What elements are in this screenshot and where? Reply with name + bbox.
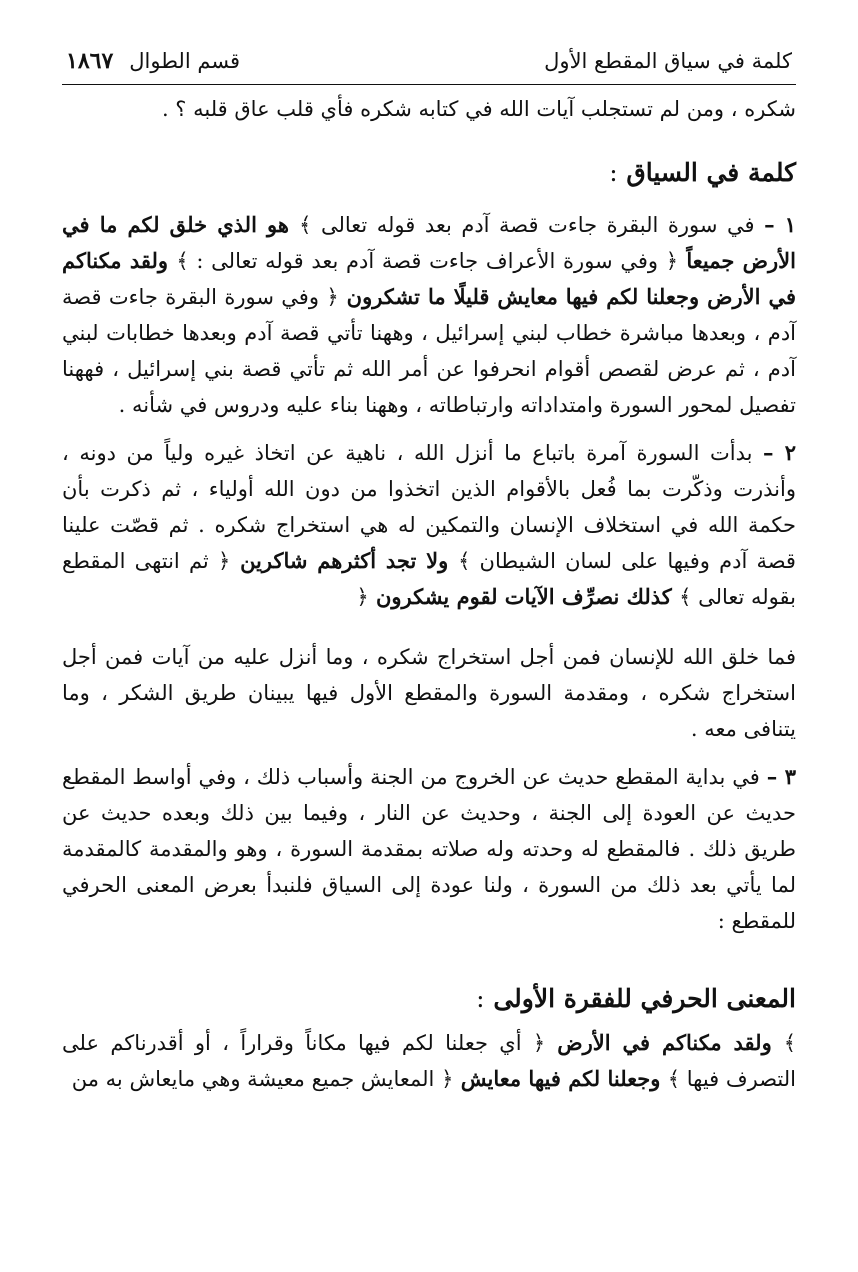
section-title: قسم الطوال [129, 49, 241, 73]
paragraph-text: وفي سورة الأعراف جاءت قصة آدم بعد قوله تعالى : [196, 249, 659, 273]
heading-literal-meaning-colon: : [476, 984, 485, 1013]
header-left [66, 48, 240, 74]
paragraph-4 [62, 759, 796, 939]
heading-context [62, 155, 796, 191]
paragraph-text: ثم انتهى المقطع بقوله تعالى [62, 549, 796, 609]
quran-quote: ﴾ ولقد مكناكم في الأرض ﴿ [532, 1030, 796, 1055]
quran-quote: ﴾ وجعلنا لكم فيها معايش ﴿ [441, 1066, 681, 1091]
quran-quote: ﴾ ولقد مكناكم في الأرض وجعلنا لكم فيها معايش قليلًا ما تشكرون ﴿ [62, 248, 796, 309]
heading-context-text: كلمة في السياق [626, 158, 796, 187]
heading-context-colon: : [609, 158, 618, 187]
paragraph-text: أي جعلنا لكم فيها مكاناً وقراراً ، أو أقدرناكم على التصرف فيها [62, 1031, 796, 1091]
paragraph-number: ٣ – [766, 764, 796, 789]
paragraph-1 [62, 207, 796, 423]
intro-line: شكره ، ومن لم تستجلب آيات الله في كتابه شكره فأي قلب عاق قلبه ؟ . [161, 97, 796, 121]
heading-literal-meaning [62, 981, 796, 1017]
quran-quote: ﴾ كذلك نصرِّف الآيات لقوم يشكرون ﴿ [356, 584, 692, 609]
page-number: ١٨٦٧ [66, 48, 114, 74]
heading-literal-meaning-text: المعنى الحرفي للفقرة الأولى [493, 984, 796, 1013]
paragraph-5 [62, 1025, 796, 1097]
quran-quote: ﴾ هو الذي خلق لكم ما في الأرض جميعاً ﴿ [62, 212, 796, 273]
paragraph-text: في سورة البقرة جاءت قصة آدم بعد قوله تعالى [320, 213, 755, 237]
paragraph-text: في بداية المقطع حديث عن الخروج من الجنة وأسباب ذلك ، وفي أواسط المقطع حديث عن العودة إلى الجنة ، وحديث عن النار ، وفيما بين ذلك وبعده حديث عن طريق ذلك . فالمقطع له وحدته وله صلاته بمقدمة السورة ، وهو والمقدمة كالمقدمة لما يأتي بعد ذلك من السورة ، ولنا عودة إلى السياق فلنبدأ بعرض المعنى الحرفي للمقطع : [62, 765, 796, 933]
chapter-title: كلمة في سياق المقطع الأول [544, 49, 792, 73]
paragraph-3: فما خلق الله للإنسان فمن أجل استخراج شكره ، وما أنزل عليه من آيات فمن أجل استخراج شكره ، ومقدمة السورة والمقطع الأول فيها يبينان طريق الشكر ، وما يتنافى معه . [62, 645, 796, 741]
quran-quote: ﴾ ولا تجد أكثرهم شاكرين ﴿ [217, 548, 471, 573]
paragraph-number: ١ – [764, 212, 796, 237]
paragraph-number: ٢ – [763, 440, 796, 465]
paragraph-text: وفي سورة البقرة جاءت قصة آدم ، وبعدها مباشرة خطاب لبني إسرائيل ، وههنا تأتي قصة آدم وبعدها خطابات لبني آدم ، ثم عرض لقصص أقوام انحرفوا عن أمر الله ثم تأتي قصة بني إسرائيل ، فههنا تفصيل لمحور السورة وامتداداته وارتباطاته ، وههنا بناء عليه ودروس في شأنه . [62, 285, 796, 417]
running-header [62, 48, 796, 85]
paragraph-text: المعايش جميع معيشة وهي مايعاش به من [71, 1067, 435, 1091]
paragraph-text: بدأت السورة آمرة باتباع ما أنزل الله ، ناهية عن اتخاذ غيره ولياً من دونه ، وأنذرت وذكّرت بما فُعل بالأقوام الذين اتخذوا من دون الله أولياء ، ثم ذكرت بأن حكمة الله في استخلاف الإنسان والتمكين له هي استخراج شكره . ثم قصّت علينا قصة آدم وفيها على لسان الشيطان [62, 441, 796, 573]
paragraph-2 [62, 435, 796, 615]
